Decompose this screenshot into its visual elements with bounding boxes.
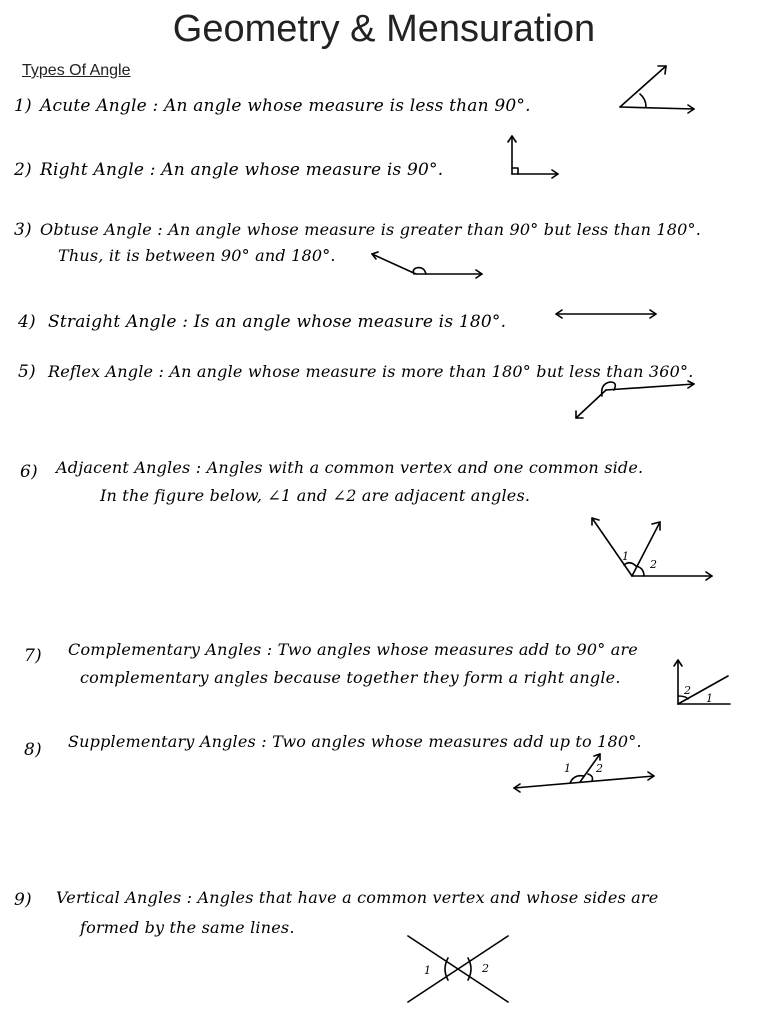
straight-angle-figure — [552, 304, 662, 324]
adjacent-angles-definition: Adjacent Angles : Angles with a common vertex and one common side. — [56, 458, 644, 477]
item-number-2: 2) — [14, 160, 32, 180]
adjacent-angles-figure — [584, 512, 720, 588]
acute-angle-figure — [612, 62, 702, 118]
item-number-5: 5) — [18, 362, 36, 382]
supplementary-label-2: 2 — [596, 762, 603, 775]
item-number-4: 4) — [18, 312, 36, 332]
adjacent-label-1: 1 — [622, 550, 629, 563]
reflex-angle-definition: Reflex Angle : An angle whose measure is more than 180° but less than 360°. — [48, 362, 694, 381]
item-number-6: 6) — [20, 462, 38, 482]
obtuse-angle-definition: Obtuse Angle : An angle whose measure is greater than 90° but less than 180°. — [40, 220, 702, 239]
right-angle-definition: Right Angle : An angle whose measure is 90°. — [40, 160, 444, 180]
complementary-angles-definition: Complementary Angles : Two angles whose measures add to 90° are — [68, 640, 638, 659]
reflex-angle-figure — [570, 378, 700, 424]
vertical-angles-definition: Vertical Angles : Angles that have a common vertex and whose sides are — [56, 888, 659, 907]
item-number-7: 7) — [24, 646, 42, 666]
acute-angle-definition: Acute Angle : An angle whose measure is less than 90°. — [40, 96, 531, 116]
obtuse-angle-figure — [368, 246, 488, 282]
adjacent-label-2: 2 — [650, 558, 657, 571]
vertical-angles-note: formed by the same lines. — [80, 918, 295, 937]
item-number-1: 1) — [14, 96, 32, 116]
complementary-angles-note: complementary angles because together they form a right angle. — [80, 668, 621, 687]
vertical-label-1: 1 — [424, 964, 431, 977]
supplementary-angles-figure — [508, 748, 660, 794]
straight-angle-definition: Straight Angle : Is an angle whose measure is 180°. — [48, 312, 507, 332]
right-angle-figure — [504, 132, 564, 182]
complementary-angles-figure — [670, 654, 736, 710]
item-number-3: 3) — [14, 220, 32, 240]
vertical-angles-figure — [400, 932, 516, 1006]
adjacent-angles-note: In the figure below, ∠1 and ∠2 are adjacent angles. — [100, 486, 531, 505]
item-number-8: 8) — [24, 740, 42, 760]
obtuse-angle-note: Thus, it is between 90° and 180°. — [58, 246, 336, 265]
complementary-label-2: 2 — [684, 684, 691, 697]
section-heading: Types Of Angle — [22, 62, 131, 79]
complementary-label-1: 1 — [706, 692, 713, 705]
page-title: Geometry & Mensuration — [172, 8, 596, 50]
vertical-label-2: 2 — [482, 962, 489, 975]
supplementary-angles-definition: Supplementary Angles : Two angles whose measures add up to 180°. — [68, 732, 642, 751]
supplementary-label-1: 1 — [564, 762, 571, 775]
item-number-9: 9) — [14, 890, 32, 910]
